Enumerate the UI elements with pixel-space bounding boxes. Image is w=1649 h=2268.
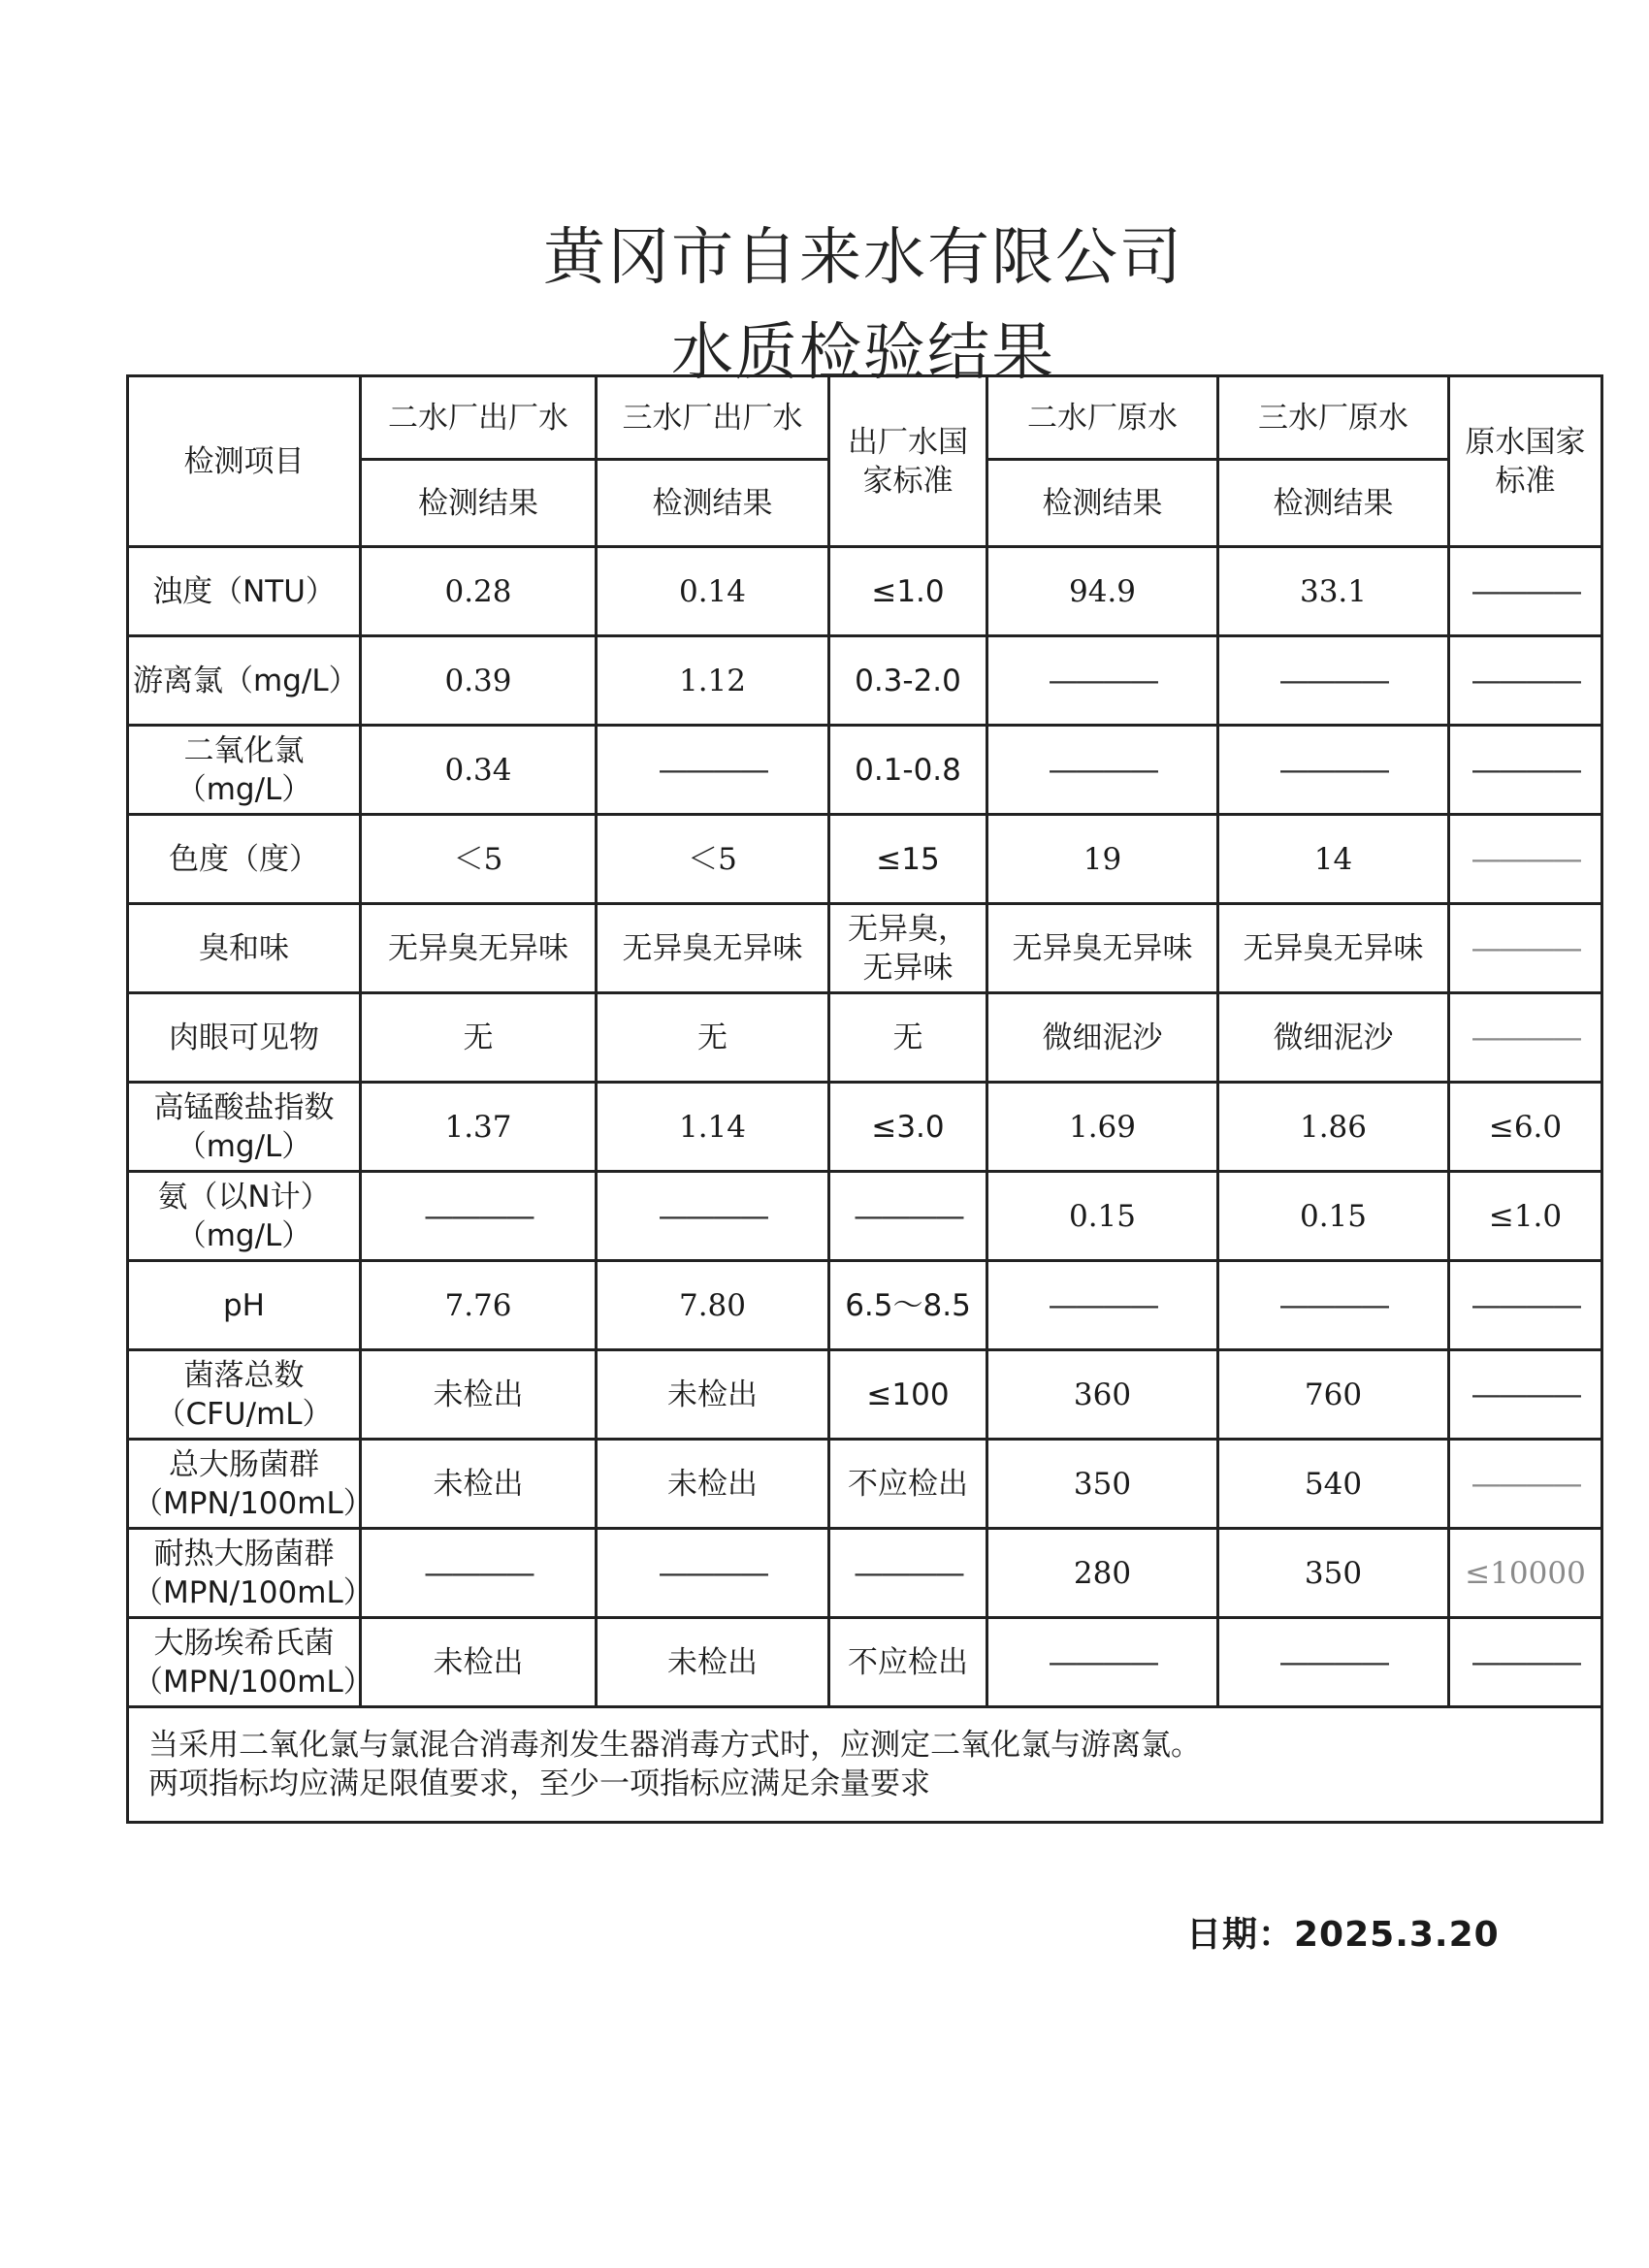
plant3-out-value: ＜5 (597, 815, 829, 904)
plant3-out-value: 0.14 (597, 547, 829, 636)
plant3-out-value: 未检出 (597, 1618, 829, 1707)
note-row (128, 1707, 1602, 1823)
plant2-raw-value: 94.9 (987, 547, 1218, 636)
raw-standard-value: ———— (1449, 904, 1602, 993)
table-row (128, 1172, 1602, 1261)
plant3-raw-value: 无异臭无异味 (1218, 904, 1449, 993)
plant2-raw-value: 1.69 (987, 1083, 1218, 1172)
plant2-out-value: 未检出 (361, 1618, 597, 1707)
out-standard-value: ———— (829, 1529, 987, 1618)
header-plant3-out: 三水厂出厂水 (597, 376, 829, 460)
plant3-raw-value: 微细泥沙 (1218, 993, 1449, 1083)
header-raw-standard: 原水国家标准 (1449, 376, 1602, 547)
out-standard-value: 6.5～8.5 (829, 1261, 987, 1350)
plant2-raw-value: ———— (987, 1618, 1218, 1707)
plant3-raw-value: 540 (1218, 1440, 1449, 1529)
table-row (128, 993, 1602, 1083)
plant3-out-value: 无 (597, 993, 829, 1083)
plant3-raw-value: ———— (1218, 1618, 1449, 1707)
plant2-raw-value: 350 (987, 1440, 1218, 1529)
raw-standard-value: ———— (1449, 636, 1602, 726)
plant2-raw-value: 360 (987, 1350, 1218, 1440)
raw-standard-value: ≤1.0 (1449, 1172, 1602, 1261)
out-standard-value: ≤3.0 (829, 1083, 987, 1172)
table-row (128, 904, 1602, 993)
plant3-raw-value: 14 (1218, 815, 1449, 904)
out-standard-value: 不应检出 (829, 1618, 987, 1707)
plant2-out-value: 无异臭无异味 (361, 904, 597, 993)
raw-standard-value: ———— (1449, 1440, 1602, 1529)
header-item: 检测项目 (128, 376, 361, 547)
note-line-2: 两项指标均应满足限值要求，至少一项指标应满足余量要求 (148, 1766, 930, 1801)
plant3-out-value: 未检出 (597, 1350, 829, 1440)
plant2-out-value: ———— (361, 1529, 597, 1618)
item-name: 游离氯（mg/L） (128, 636, 361, 726)
raw-standard-value: ———— (1449, 1350, 1602, 1440)
item-name: 臭和味 (128, 904, 361, 993)
header-result: 检测结果 (597, 460, 829, 547)
plant2-raw-value: 0.15 (987, 1172, 1218, 1261)
item-name: 色度（度） (128, 815, 361, 904)
plant3-out-value: 1.14 (597, 1083, 829, 1172)
plant3-out-value: ———— (597, 726, 829, 815)
plant3-out-value: ———— (597, 1529, 829, 1618)
item-name: pH (128, 1261, 361, 1350)
plant3-out-value: 1.12 (597, 636, 829, 726)
item-name: 浊度（NTU） (128, 547, 361, 636)
item-name: 耐热大肠菌群（MPN/100mL） (128, 1529, 361, 1618)
item-name: 肉眼可见物 (128, 993, 361, 1083)
plant2-raw-value: 微细泥沙 (987, 993, 1218, 1083)
table-row (128, 726, 1602, 815)
out-standard-value: 不应检出 (829, 1440, 987, 1529)
header-plant3-raw: 三水厂原水 (1218, 376, 1449, 460)
company-name: 黄冈市自来水有限公司 (543, 222, 1183, 294)
header-row-1 (128, 376, 1602, 460)
item-name: 大肠埃希氏菌（MPN/100mL） (128, 1618, 361, 1707)
header-plant2-out: 二水厂出厂水 (361, 376, 597, 460)
raw-standard-value: ———— (1449, 1618, 1602, 1707)
item-name: 高锰酸盐指数（mg/L） (128, 1083, 361, 1172)
report-title: 水质检验结果 (671, 317, 1055, 389)
note-line-1: 当采用二氧化氯与氯混合消毒剂发生器消毒方式时，应测定二氧化氯与游离氯。 (148, 1728, 1201, 1763)
table-row (128, 1529, 1602, 1618)
out-standard-value: 无异臭，无异味 (829, 904, 987, 993)
raw-standard-value: ———— (1449, 993, 1602, 1083)
plant2-out-value: ———— (361, 1172, 597, 1261)
plant2-raw-value: ———— (987, 636, 1218, 726)
out-standard-value: ≤1.0 (829, 547, 987, 636)
plant3-out-value: ———— (597, 1172, 829, 1261)
table-row (128, 1350, 1602, 1440)
item-name: 总大肠菌群（MPN/100mL） (128, 1440, 361, 1529)
plant3-raw-value: 1.86 (1218, 1083, 1449, 1172)
item-name: 二氧化氯（mg/L） (128, 726, 361, 815)
plant2-out-value: 无 (361, 993, 597, 1083)
item-name: 氨（以N计）（mg/L） (128, 1172, 361, 1261)
raw-standard-value: ———— (1449, 547, 1602, 636)
plant2-raw-value: ———— (987, 726, 1218, 815)
header-result: 检测结果 (361, 460, 597, 547)
plant2-out-value: 未检出 (361, 1440, 597, 1529)
table-row (128, 547, 1602, 636)
out-standard-value: 无 (829, 993, 987, 1083)
plant3-raw-value: 0.15 (1218, 1172, 1449, 1261)
raw-standard-value: ———— (1449, 815, 1602, 904)
out-standard-value: ≤15 (829, 815, 987, 904)
plant2-out-value: 0.34 (361, 726, 597, 815)
plant3-raw-value: ———— (1218, 636, 1449, 726)
table-row (128, 815, 1602, 904)
out-standard-value: ≤100 (829, 1350, 987, 1440)
plant2-raw-value: 19 (987, 815, 1218, 904)
plant3-raw-value: 33.1 (1218, 547, 1449, 636)
table-row (128, 1083, 1602, 1172)
plant2-raw-value: 280 (987, 1529, 1218, 1618)
plant2-raw-value: 无异臭无异味 (987, 904, 1218, 993)
header-result: 检测结果 (1218, 460, 1449, 547)
out-standard-value: 0.1-0.8 (829, 726, 987, 815)
plant3-out-value: 无异臭无异味 (597, 904, 829, 993)
plant2-out-value: 未检出 (361, 1350, 597, 1440)
report-date: 日期：2025.3.20 (1186, 1915, 1500, 1955)
plant3-out-value: 7.80 (597, 1261, 829, 1350)
header-out-standard: 出厂水国家标准 (829, 376, 987, 547)
table-row (128, 1618, 1602, 1707)
raw-standard-value: ———— (1449, 1261, 1602, 1350)
note-cell (128, 1707, 1602, 1823)
plant2-out-value: 0.28 (361, 547, 597, 636)
plant2-out-value: 0.39 (361, 636, 597, 726)
table-row (128, 1261, 1602, 1350)
water-quality-table (126, 374, 1603, 1824)
table-row (128, 636, 1602, 726)
plant3-raw-value: ———— (1218, 1261, 1449, 1350)
table-row (128, 1440, 1602, 1529)
plant2-out-value: ＜5 (361, 815, 597, 904)
raw-standard-value: ≤10000 (1449, 1529, 1602, 1618)
header-plant2-raw: 二水厂原水 (987, 376, 1218, 460)
raw-standard-value: ≤6.0 (1449, 1083, 1602, 1172)
plant2-out-value: 1.37 (361, 1083, 597, 1172)
raw-standard-value: ———— (1449, 726, 1602, 815)
item-name: 菌落总数（CFU/mL） (128, 1350, 361, 1440)
plant2-out-value: 7.76 (361, 1261, 597, 1350)
out-standard-value: 0.3-2.0 (829, 636, 987, 726)
header-result: 检测结果 (987, 460, 1218, 547)
plant3-raw-value: ———— (1218, 726, 1449, 815)
out-standard-value: ———— (829, 1172, 987, 1261)
plant2-raw-value: ———— (987, 1261, 1218, 1350)
plant3-raw-value: 350 (1218, 1529, 1449, 1618)
plant3-raw-value: 760 (1218, 1350, 1449, 1440)
plant3-out-value: 未检出 (597, 1440, 829, 1529)
